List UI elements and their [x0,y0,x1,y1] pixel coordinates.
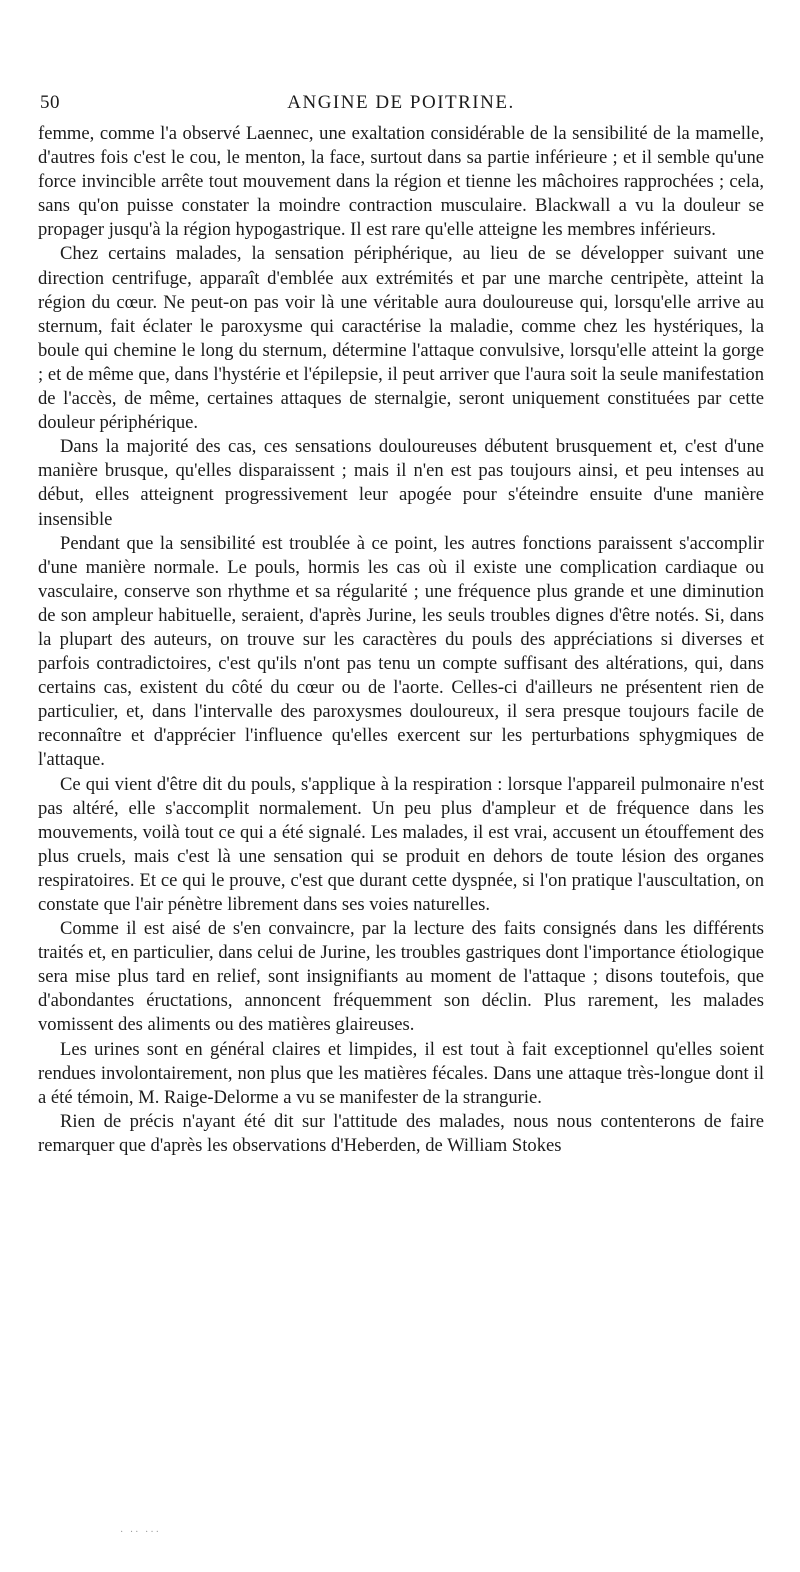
paragraph-urine: Les urines sont en général claires et limpides, il est tout à fait exceptionnel qu'elles soient rendues involontairement, non plus que les matières fécales. Dans une attaque très-longue dont il a été témoin, M. Raige-Delorme a vu se manifester de la strangurie. [38,1038,764,1108]
paragraph-peripheral-sensation: Chez certains malades, la sensation périphérique, au lieu de se développer suivant une direction centrifuge, apparaît d'emblée aux extrémités et par une marche centripète, atteint la région du cœur. Ne peut-on pas voir là une véritable aura douloureuse qui, lorsqu'elle arrive au sternum, fait éclater le paroxysme qui caractérise la maladie, comme chez les hystériques, la boule qui chemine le long du sternum, détermine l'attaque convulsive, lorsqu'elle atteint la gorge ; et de même que, dans l'hystérie et l'épilepsie, il peut arriver que l'aura soit la seule manifestation de l'accès, de même, certaines attaques de sternalgie, seront uniquement constituées par cette douleur périphérique. [38,243,764,434]
paragraph-gastric: Comme il est aisé de s'en convaincre, par la lecture des faits consignés dans les différents traités et, en particulier, dans celui de Jurine, les troubles gastriques dont l'importance étiologique sera mise plus tard en relief, sont insignifiants au moment de l'attaque ; disons toutefois, que d'abondantes éructations, annoncent fréquemment son déclin. Plus rarement, les malades vomissent des aliments ou des matières glaireuses. [38,918,764,1036]
body-text [38,122,764,1158]
paragraph-respiration: Ce qui vient d'être dit du pouls, s'applique à la respiration : lorsque l'appareil pulmonaire n'est pas altéré, elle s'accomplit normalement. Un peu plus d'ampleur et de fréquence dans les mouvements, voilà tout ce qui a été signalé. Les malades, il est vrai, accusent un étouffement des plus cruels, mais c'est là une sensation qui se produit en dehors de toute lésion des organes respiratoires. Et ce qui le prouve, c'est que durant cette dyspnée, si l'on pratique l'auscultation, on constate que l'air pénètre librement dans ses voies naturelles. [38,773,764,915]
book-page [38,92,764,1158]
running-head [38,92,764,122]
running-title: ANGINE DE POITRINE. [287,92,515,113]
paragraph-pulse: Pendant que la sensibilité est troublée à ce point, les autres fonctions paraissent s'accomplir d'une manière normale. Le pouls, hormis les cas où il existe une complication cardiaque ou vasculaire, conserve son rhythme et sa régularité ; une fréquence plus grande et une diminution de son ampleur habituelle, seraient, d'après Jurine, les seuls troubles dignes d'être notés. Si, dans la plupart des auteurs, on trouve sur les caractères du pouls des appréciations si diverses et parfois contradictoires, c'est qu'ils n'ont pas tenu un compte suffisant des altérations, qui, dans certains cas, existent du côté du cœur ou de l'aorte. Celles-ci d'ailleurs ne présentent rien de particulier, et, dans l'intervalle des paroxysmes douloureux, il sera presque toujours facile de reconnaître et d'apprécier l'influence qu'elles exercent sur les perturbations sphygmiques de l'attaque. [38,532,764,771]
page-number: 50 [40,92,60,113]
paragraph-onset: Dans la majorité des cas, ces sensations douloureuses débutent brusquement et, c'est d'une manière brusque, qu'elles disparaissent ; mais il n'en est pas toujours ainsi, et peu intenses au début, elles atteignent progressivement leur apogée pour s'éteindre ensuite d'une manière insensible [38,436,764,530]
paragraph-continuation: femme, comme l'a observé Laennec, une exaltation considérable de la sensibilité de la mamelle, d'autres fois c'est le cou, le menton, la face, surtout dans sa partie inférieure ; et il semble qu'une force invincible arrête tout mouvement dans la région et tienne les mâchoires rapprochées ; cela, sans qu'on puisse constater la moindre contraction musculaire. Blackwall a vu la douleur se propager jusqu'à la région hypogastrique. Il est rare qu'elle atteigne les membres inférieurs. [38,123,764,241]
scan-specks: · ·· ··· [120,1527,161,1538]
paragraph-attitude: Rien de précis n'ayant été dit sur l'attitude des malades, nous nous contenterons de faire remarquer que d'après les observations d'Heberden, de William Stokes [38,1110,764,1156]
